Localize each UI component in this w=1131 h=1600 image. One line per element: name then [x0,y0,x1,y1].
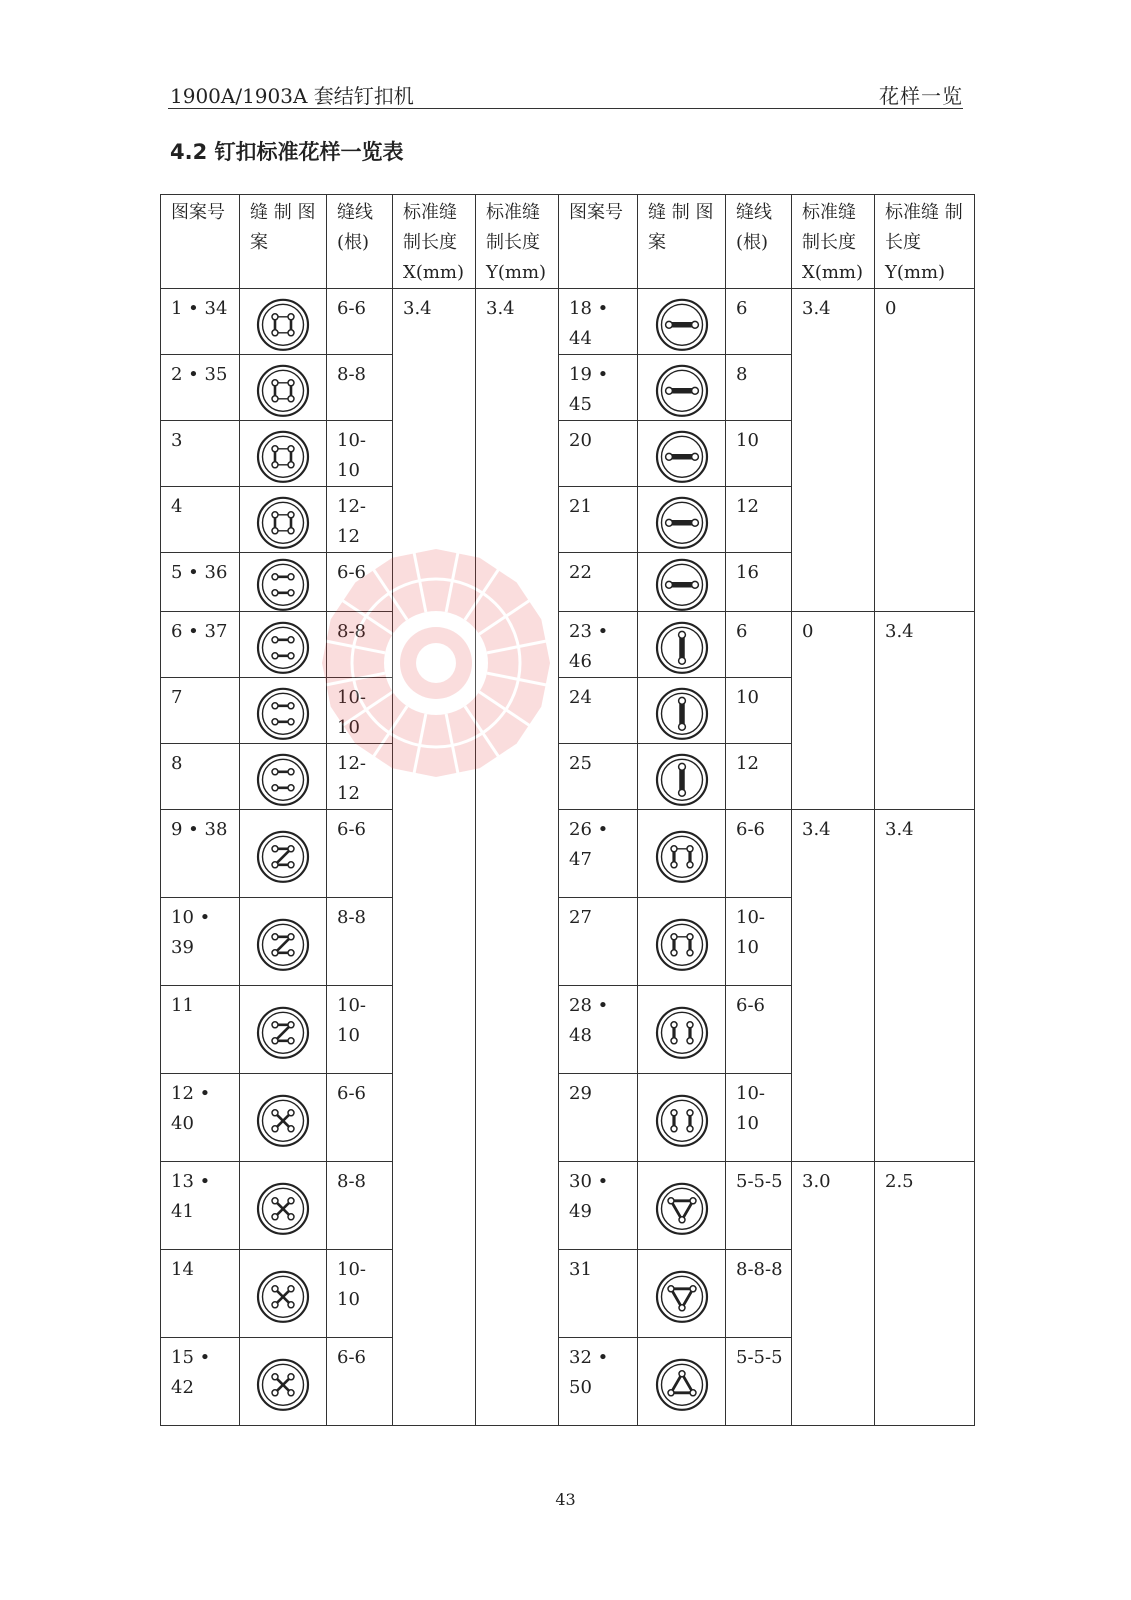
four-hole-parallel-vertical-icon [255,362,311,418]
pattern-no-cell: 20 [559,421,638,487]
pattern-icon-cell [240,289,327,355]
two-hole-vertical-icon [654,751,710,807]
page-number: 43 [555,1490,576,1509]
pattern-no-cell: 9 • 38 [161,810,240,898]
pattern-no-cell: 7 [161,678,240,744]
header-pattern: 缝 制 图 案 [240,195,327,289]
header-threads: 缝线 (根) [726,195,792,289]
length-x-cell: 0 [792,612,875,810]
thread-count-cell: 10 [726,421,792,487]
length-x-cell: 3.4 [792,810,875,1162]
four-hole-h-icon [654,916,710,972]
four-hole-parallel-horizontal-icon [255,619,311,675]
pattern-no-cell: 24 [559,678,638,744]
pattern-icon-cell [638,1338,726,1426]
pattern-no-cell: 27 [559,898,638,986]
pattern-icon-cell [240,986,327,1074]
thread-count-cell: 6-6 [327,810,393,898]
thread-count-cell: 12-12 [327,487,393,553]
three-hole-triangle-down-icon [654,1180,710,1236]
thread-count-cell: 5-5-5 [726,1338,792,1426]
thread-count-cell: 10-10 [726,898,792,986]
thread-count-cell: 8-8 [327,1162,393,1250]
thread-count-cell: 6 [726,612,792,678]
pattern-no-cell: 28 • 48 [559,986,638,1074]
four-hole-cross-icon [255,1092,311,1148]
table-row [161,810,975,898]
three-hole-triangle-up-icon [654,1356,710,1412]
thread-count-cell: 10-10 [327,986,393,1074]
pattern-icon-cell [240,898,327,986]
pattern-no-cell: 6 • 37 [161,612,240,678]
four-hole-cross-icon [255,1180,311,1236]
thread-count-cell: 10 [726,678,792,744]
four-hole-z-icon [255,828,311,884]
four-hole-parallel-vertical-icon [255,296,311,352]
four-hole-double-vertical-icon [654,1004,710,1060]
thread-count-cell: 8-8-8 [726,1250,792,1338]
pattern-icon-cell [638,1162,726,1250]
pattern-icon-cell [240,810,327,898]
four-hole-z-icon [255,916,311,972]
table-row [161,612,975,678]
four-hole-z-icon [255,1004,311,1060]
thread-count-cell: 12 [726,744,792,810]
header-threads: 缝线 (根) [327,195,393,289]
thread-count-cell: 5-5-5 [726,1162,792,1250]
thread-count-cell: 8 [726,355,792,421]
four-hole-cross-icon [255,1268,311,1324]
two-hole-horizontal-icon [654,494,710,550]
pattern-icon-cell [638,1074,726,1162]
thread-count-cell: 12-12 [327,744,393,810]
four-hole-parallel-vertical-icon [255,494,311,550]
three-hole-triangle-down-icon [654,1268,710,1324]
two-hole-horizontal-icon [654,428,710,484]
thread-count-cell: 6-6 [327,1074,393,1162]
pattern-no-cell: 11 [161,986,240,1074]
thread-count-cell: 6-6 [726,986,792,1074]
four-hole-h-icon [654,828,710,884]
thread-count-cell: 16 [726,553,792,612]
pattern-icon-cell [240,1250,327,1338]
pattern-icon-cell [638,678,726,744]
pattern-icon-cell [638,553,726,612]
pattern-icon-cell [240,1162,327,1250]
length-y-cell: 0 [875,289,975,612]
pattern-icon-cell [240,421,327,487]
two-hole-vertical-icon [654,619,710,675]
pattern-icon-cell [638,898,726,986]
pattern-no-cell: 15 • 42 [161,1338,240,1426]
header-length-y: 标准缝 制长度 Y(mm) [875,195,975,289]
header-section: 花样一览 [879,84,963,108]
pattern-no-cell: 21 [559,487,638,553]
header-pattern-no: 图案号 [559,195,638,289]
pattern-table [160,194,975,1426]
two-hole-vertical-icon [654,685,710,741]
thread-count-cell: 6-6 [327,1338,393,1426]
pattern-no-cell: 25 [559,744,638,810]
header-length-y: 标准缝 制长度 Y(mm) [476,195,559,289]
header-title: 1900A/1903A 套结钉扣机 [170,84,414,108]
pattern-no-cell: 32 • 50 [559,1338,638,1426]
pattern-no-cell: 19 • 45 [559,355,638,421]
pattern-icon-cell [240,678,327,744]
thread-count-cell: 10-10 [726,1074,792,1162]
length-x-cell: 3.4 [792,289,875,612]
length-x-cell: 3.4 [393,289,476,1426]
pattern-no-cell: 1 • 34 [161,289,240,355]
pattern-no-cell: 2 • 35 [161,355,240,421]
pattern-icon-cell [240,1338,327,1426]
pattern-no-cell: 13 • 41 [161,1162,240,1250]
pattern-icon-cell [240,553,327,612]
table-row [161,289,975,355]
length-y-cell: 3.4 [875,810,975,1162]
pattern-no-cell: 18 • 44 [559,289,638,355]
pattern-icon-cell [638,355,726,421]
pattern-icon-cell [240,612,327,678]
pattern-no-cell: 23 • 46 [559,612,638,678]
pattern-icon-cell [638,612,726,678]
header-pattern-no: 图案号 [161,195,240,289]
pattern-no-cell: 4 [161,487,240,553]
two-hole-horizontal-icon [654,296,710,352]
thread-count-cell: 12 [726,487,792,553]
thread-count-cell: 8-8 [327,898,393,986]
thread-count-cell: 10-10 [327,678,393,744]
pattern-no-cell: 10 • 39 [161,898,240,986]
four-hole-parallel-horizontal-icon [255,751,311,807]
thread-count-cell: 10-10 [327,421,393,487]
section-title: 4.2 钉扣标准花样一览表 [170,140,404,164]
pattern-icon-cell [240,744,327,810]
pattern-icon-cell [638,744,726,810]
pattern-icon-cell [240,487,327,553]
pattern-icon-cell [638,487,726,553]
two-hole-horizontal-icon [654,362,710,418]
thread-count-cell: 6-6 [327,289,393,355]
thread-count-cell: 6 [726,289,792,355]
four-hole-cross-icon [255,1356,311,1412]
four-hole-parallel-horizontal-icon [255,557,311,612]
pattern-no-cell: 14 [161,1250,240,1338]
header-length-x: 标准缝 制长度 X(mm) [792,195,875,289]
header-length-x: 标准缝 制长度 X(mm) [393,195,476,289]
pattern-no-cell: 8 [161,744,240,810]
pattern-icon-cell [638,1250,726,1338]
pattern-no-cell: 29 [559,1074,638,1162]
thread-count-cell: 8-8 [327,355,393,421]
header-pattern: 缝 制 图 案 [638,195,726,289]
four-hole-double-vertical-icon [654,1092,710,1148]
pattern-no-cell: 5 • 36 [161,553,240,612]
table-row [161,1162,975,1250]
four-hole-parallel-horizontal-icon [255,685,311,741]
thread-count-cell: 6-6 [327,553,393,612]
length-y-cell: 2.5 [875,1162,975,1426]
four-hole-parallel-vertical-icon [255,428,311,484]
pattern-no-cell: 3 [161,421,240,487]
pattern-table-body [161,289,975,1426]
pattern-icon-cell [638,810,726,898]
header-rule [168,108,963,109]
length-y-cell: 3.4 [476,289,559,1426]
pattern-icon-cell [638,289,726,355]
pattern-icon-cell [638,421,726,487]
pattern-no-cell: 12 • 40 [161,1074,240,1162]
pattern-no-cell: 22 [559,553,638,612]
pattern-no-cell: 30 • 49 [559,1162,638,1250]
two-hole-horizontal-icon [654,557,710,612]
thread-count-cell: 10-10 [327,1250,393,1338]
thread-count-cell: 6-6 [726,810,792,898]
thread-count-cell: 8-8 [327,612,393,678]
length-x-cell: 3.0 [792,1162,875,1426]
pattern-no-cell: 31 [559,1250,638,1338]
pattern-icon-cell [240,355,327,421]
pattern-no-cell: 26 • 47 [559,810,638,898]
length-y-cell: 3.4 [875,612,975,810]
pattern-icon-cell [240,1074,327,1162]
pattern-icon-cell [638,986,726,1074]
